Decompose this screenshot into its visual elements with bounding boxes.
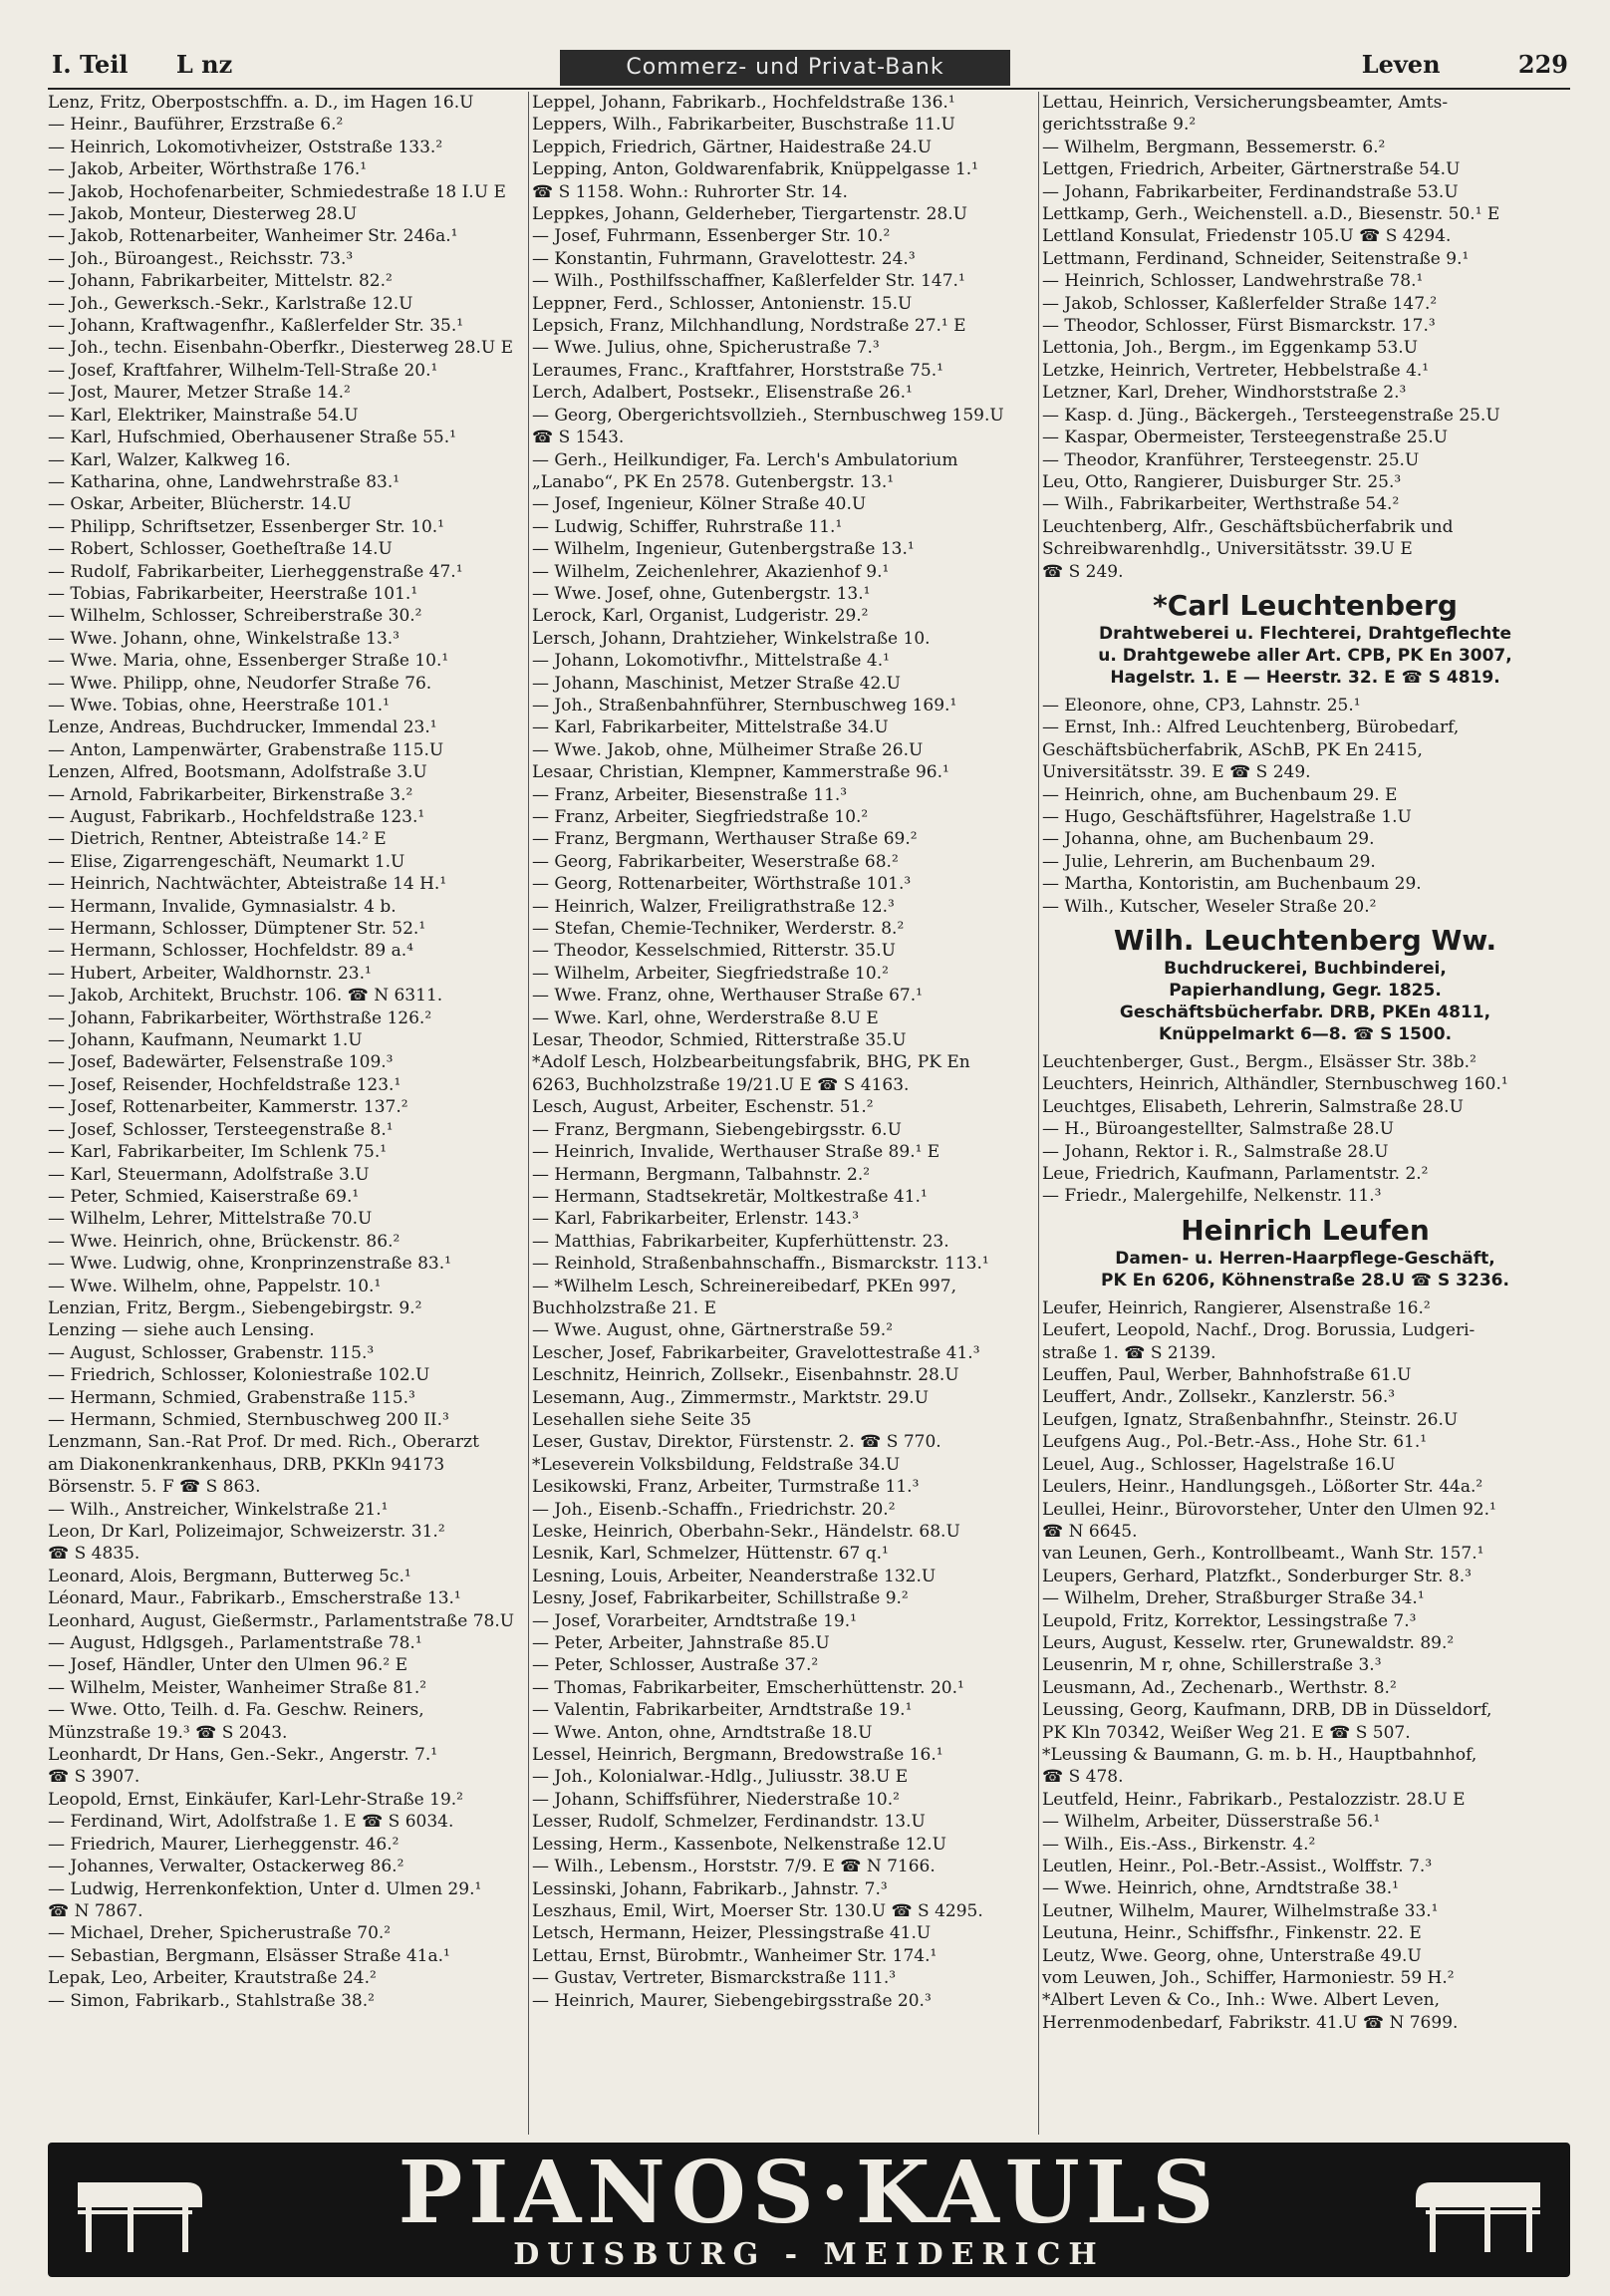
directory-entry: 6263, Buchholzstraße 19/21.U E ☎ S 4163.: [532, 1074, 910, 1095]
directory-entry: Lesikowski, Franz, Arbeiter, Turmstraße 11.³: [532, 1477, 920, 1498]
directory-entry: — Hermann, Bergmann, Talbahnstr. 2.²: [532, 1164, 871, 1185]
directory-entry: Leuel, Aug., Schlosser, Hagelstraße 16.U: [1042, 1454, 1396, 1475]
ad-line: Papierhandlung, Gegr. 1825.: [1169, 981, 1442, 1001]
directory-entry: ☎ S 249.: [1042, 561, 1124, 582]
directory-entry: — Dietrich, Rentner, Abteistraße 14.² E: [48, 829, 387, 850]
directory-entry: — Johann, Kraftwagenfhr., Kaßlerfelder Str. 35.¹: [48, 316, 464, 337]
directory-entry: *Albert Leven & Co., Inh.: Wwe. Albert Leven,: [1042, 1990, 1441, 2011]
directory-entry: — Heinr., Bauführer, Erzstraße 6.²: [48, 115, 344, 136]
directory-entry: Leuchtenberg, Alfr., Geschäftsbücherfabrik und: [1042, 516, 1454, 537]
directory-entry: — Gerh., Heilkundiger, Fa. Lerch's Ambulatorium: [532, 449, 958, 470]
directory-entry: Lettonia, Joh., Bergm., im Eggenkamp 53.U: [1042, 338, 1419, 359]
directory-entry: Leuchtges, Elisabeth, Lehrerin, Salmstraße 28.U: [1042, 1096, 1464, 1117]
ad-line: Drahtweberei u. Flechterei, Drahtgeflechte: [1098, 623, 1512, 644]
directory-entry: — Heinrich, Invalide, Werthauser Straße 89.¹ E: [532, 1142, 940, 1163]
directory-entry: — Heinrich, Lokomotivheizer, Oststraße 133.²: [48, 137, 443, 157]
directory-entry: — Wilh., Fabrikarbeiter, Werthstraße 54.²: [1042, 494, 1400, 515]
directory-entry: straße 1. ☎ S 2139.: [1042, 1342, 1216, 1363]
directory-entry: gerichtsstraße 9.²: [1042, 115, 1197, 136]
directory-entry: Letsch, Hermann, Heizer, Plessingstraße 41.U: [532, 1923, 932, 1944]
ad-carl-leuchtenberg: [1042, 589, 1568, 689]
directory-entry: — Peter, Schmied, Kaiserstraße 69.¹: [48, 1186, 360, 1207]
directory-entry: Leonhard, August, Gießermstr., Parlamentstraße 78.U: [48, 1610, 515, 1631]
directory-entry: — Hermann, Schmied, Grabenstraße 115.³: [48, 1387, 415, 1408]
directory-entry: Lesny, Josef, Fabrikarbeiter, Schillstraße 9.²: [532, 1588, 909, 1609]
directory-entry: Geschäftsbücherfabrik, ASchB, PK En 2415,: [1042, 739, 1423, 760]
directory-entry: — Wilhelm, Schlosser, Schreiberstraße 30.²: [48, 606, 422, 627]
directory-entry: — Ludwig, Schiffer, Ruhrstraße 11.¹: [532, 516, 843, 537]
directory-entry: Leufer, Heinrich, Rangierer, Alsenstraße 16.²: [1042, 1297, 1431, 1318]
directory-entry: — Hugo, Geschäftsführer, Hagelstraße 1.U: [1042, 806, 1412, 827]
directory-entry: — Joh., Kolonialwar.-Hdlg., Juliusstr. 38.U E: [532, 1767, 909, 1788]
directory-entry: Universitätsstr. 39. E ☎ S 249.: [1042, 762, 1311, 783]
directory-entry: Lesnik, Karl, Schmelzer, Hüttenstr. 67 q.¹: [532, 1544, 889, 1565]
footer-city: DUISBURG - MEIDERICH: [513, 2237, 1105, 2272]
directory-entry: — Theodor, Kranführer, Tersteegenstr. 25.U: [1042, 449, 1420, 470]
directory-entry: Letzner, Karl, Dreher, Windhorststraße 2.³: [1042, 383, 1407, 404]
directory-entry: Lenze, Andreas, Buchdrucker, Immendal 23.¹: [48, 718, 437, 738]
directory-entry: — Wilhelm, Arbeiter, Siegfriedstraße 10.²: [532, 963, 889, 984]
directory-entry: — Wwe. Philipp, ohne, Neudorfer Straße 76.: [48, 673, 432, 694]
header-rule: [48, 88, 1570, 90]
directory-entry: — Sebastian, Bergmann, Elsässer Straße 41a.¹: [48, 1945, 450, 1966]
directory-entry: — Heinrich, Nachtwächter, Abteistraße 14 H.¹: [48, 874, 447, 895]
directory-entry: Leutner, Wilhelm, Maurer, Wilhelmstraße 33.¹: [1042, 1900, 1439, 1921]
directory-entry: — Wilh., Kutscher, Weseler Straße 20.²: [1042, 896, 1377, 917]
directory-entry: Lenzing — siehe auch Lensing.: [48, 1320, 315, 1341]
directory-entry: Lessinski, Johann, Fabrikarb., Jahnstr. 7.³: [532, 1878, 888, 1899]
directory-entry: — Reinhold, Straßenbahnschaffn., Bismarckstr. 113.¹: [532, 1254, 989, 1275]
directory-entry: Lerock, Karl, Organist, Ludgeristr. 29.²: [532, 606, 869, 627]
directory-entry: — Joh., Gewerksch.-Sekr., Karlstraße 12.U: [48, 293, 413, 314]
directory-entry: Lenz, Fritz, Oberpostschffn. a. D., im Hagen 16.U: [48, 93, 474, 113]
directory-entry: PK Kln 70342, Weißer Weg 21. E ☎ S 507.: [1042, 1722, 1411, 1743]
ad-heinrich-leufen: [1042, 1214, 1568, 1292]
directory-entry: — Jost, Maurer, Metzer Straße 14.²: [48, 383, 351, 404]
directory-entry: — August, Fabrikarb., Hochfeldstraße 123.¹: [48, 807, 425, 827]
column-3-part-c: [1042, 1051, 1568, 1208]
directory-entry: — Wilhelm, Lehrer, Mittelstraße 70.U: [48, 1209, 373, 1230]
directory-entry: — Johann, Fabrikarbeiter, Ferdinandstraße 53.U: [1042, 181, 1459, 202]
directory-entry: — Wwe. Heinrich, ohne, Brückenstr. 86.²: [48, 1231, 401, 1252]
directory-entry: — Wwe. Ludwig, ohne, Kronprinzenstraße 83.¹: [48, 1254, 451, 1275]
directory-entry: — Anton, Lampenwärter, Grabenstraße 115.U: [48, 739, 444, 760]
ad-line: PK En 6206, Köhnenstraße 28.U ☎ S 3236.: [1101, 1270, 1509, 1291]
directory-entry: — Oskar, Arbeiter, Blücherstr. 14.U: [48, 494, 352, 515]
header-bank-banner: Commerz- und Privat-Bank: [560, 50, 1010, 86]
directory-entry: — Franz, Bergmann, Siebengebirgsstr. 6.U: [532, 1119, 902, 1140]
directory-entry: Lettau, Heinrich, Versicherungsbeamter, Amts-: [1042, 93, 1449, 113]
directory-entry: — Wilhelm, Meister, Wanheimer Straße 81.²: [48, 1677, 427, 1698]
directory-entry: — Ludwig, Herrenkonfektion, Unter d. Ulmen 29.¹: [48, 1878, 482, 1899]
directory-entry: — Stefan, Chemie-Techniker, Werderstr. 8.²: [532, 919, 905, 940]
directory-entry: Leutuna, Heinr., Schiffsfhr., Finkenstr. 22. E: [1042, 1923, 1422, 1944]
directory-entry: — Heinrich, Schlosser, Landwehrstraße 78.¹: [1042, 271, 1424, 292]
directory-entry: *Adolf Lesch, Holzbearbeitungsfabrik, BHG, PK En: [532, 1052, 970, 1073]
directory-entry: — Joh., Straßenbahnführer, Sternbuschweg 169.¹: [532, 695, 957, 716]
directory-entry: „Lanabo“, PK En 2578. Gutenbergstr. 13.¹: [532, 471, 895, 492]
directory-entry: — Joh., Büroangest., Reichsstr. 73.³: [48, 248, 354, 269]
directory-entry: — August, Schlosser, Grabenstr. 115.³: [48, 1342, 375, 1363]
directory-entry: — Theodor, Schlosser, Fürst Bismarckstr. 17.³: [1042, 316, 1436, 337]
directory-entry: — Thomas, Fabrikarbeiter, Emscherhüttenstr. 20.¹: [532, 1677, 964, 1698]
directory-entry: Lescher, Josef, Fabrikarbeiter, Gravelottestraße 41.³: [532, 1342, 980, 1363]
footer-advertisement: [48, 2143, 1570, 2277]
directory-entry: — Friedr., Malergehilfe, Nelkenstr. 11.³: [1042, 1186, 1382, 1207]
directory-entry: Lettgen, Friedrich, Arbeiter, Gärtnerstraße 54.U: [1042, 159, 1461, 180]
column-3-part-a: [1042, 92, 1568, 583]
directory-entry: — Wwe. Josef, ohne, Gutenbergstr. 13.¹: [532, 583, 871, 604]
directory-entry: — Wwe. Wilhelm, ohne, Pappelstr. 10.¹: [48, 1276, 382, 1296]
directory-entry: — Wwe. Otto, Teilh. d. Fa. Geschw. Reiners,: [48, 1700, 424, 1721]
directory-entry: Lesser, Rudolf, Schmelzer, Ferdinandstr. 13.U: [532, 1812, 926, 1833]
directory-entry: — Josef, Vorarbeiter, Arndtstraße 19.¹: [532, 1610, 857, 1631]
directory-entry: Lepsich, Franz, Milchhandlung, Nordstraße 27.¹ E: [532, 316, 966, 337]
directory-entry: Leusmann, Ad., Zechenarb., Werthstr. 8.²: [1042, 1677, 1397, 1698]
directory-entry: — Wwe. Anton, ohne, Arndtstraße 18.U: [532, 1722, 873, 1743]
directory-entry: — Martha, Kontoristin, am Buchenbaum 29.: [1042, 874, 1422, 895]
directory-entry: Schreibwarenhdlg., Universitätsstr. 39.U E: [1042, 539, 1413, 560]
directory-entry: — Michael, Dreher, Spicherustraße 70.²: [48, 1923, 392, 1944]
header-keyword: Leven: [1361, 50, 1441, 79]
directory-entry: — August, Hdlgsgeh., Parlamentstraße 78.¹: [48, 1633, 422, 1654]
directory-entry: — Wwe. Maria, ohne, Essenberger Straße 10.¹: [48, 651, 449, 672]
directory-entry: Leuchters, Heinrich, Althändler, Sternbuschweg 160.¹: [1042, 1074, 1508, 1095]
directory-entry: Lessel, Heinrich, Bergmann, Bredowstraße 16.¹: [532, 1745, 943, 1766]
directory-entry: — Josef, Händler, Unter den Ulmen 96.² E: [48, 1655, 408, 1676]
directory-entry: Leraumes, Franc., Kraftfahrer, Horststraße 75.¹: [532, 360, 943, 381]
directory-entry: — Josef, Fuhrmann, Essenberger Str. 10.²: [532, 226, 891, 247]
directory-entry: *Leussing & Baumann, G. m. b. H., Hauptbahnhof,: [1042, 1744, 1477, 1765]
directory-entry: Leurs, August, Kesselw. rter, Grunewaldstr. 89.²: [1042, 1632, 1455, 1653]
directory-entry: Leuffert, Andr., Zollsekr., Kanzlerstr. 56.³: [1042, 1387, 1396, 1408]
directory-entry: Lesar, Theodor, Schmied, Ritterstraße 35.U: [532, 1030, 907, 1051]
header-page-number: 229: [1517, 50, 1568, 79]
directory-entry: Lenzmann, San.-Rat Prof. Dr med. Rich., Oberarzt: [48, 1432, 479, 1453]
directory-entry: — Karl, Hufschmied, Oberhausener Straße 55.¹: [48, 428, 456, 448]
directory-entry: Leszhaus, Emil, Wirt, Moerser Str. 130.U ☎ S 4295.: [532, 1900, 983, 1921]
directory-entry: — Gustav, Vertreter, Bismarckstraße 111.³: [532, 1968, 897, 1989]
column-divider: [528, 92, 529, 2135]
directory-entry: Leon, Dr Karl, Polizeimajor, Schweizerstr. 31.²: [48, 1522, 445, 1542]
column-1: [48, 92, 524, 2135]
directory-entry: — Hermann, Schmied, Sternbuschweg 200 II.³: [48, 1409, 449, 1430]
directory-entry: — Karl, Elektriker, Mainstraße 54.U: [48, 405, 359, 426]
directory-entry: — Rudolf, Fabrikarbeiter, Lierheggenstraße 47.¹: [48, 561, 463, 582]
directory-entry: Leufgens Aug., Pol.-Betr.-Ass., Hohe Str. 61.¹: [1042, 1432, 1428, 1453]
directory-entry: — Jakob, Rottenarbeiter, Wanheimer Str. 246a.¹: [48, 226, 458, 247]
directory-entry: Leppers, Wilh., Fabrikarbeiter, Buschstraße 11.U: [532, 115, 955, 136]
directory-entry: — Ferdinand, Wirt, Adolfstraße 1. E ☎ S 6034.: [48, 1812, 454, 1833]
directory-entry: — Johann, Fabrikarbeiter, Wörthstraße 126.²: [48, 1007, 432, 1028]
header-left: [52, 50, 272, 79]
directory-entry: — Wilhelm, Zeichenlehrer, Akazienhof 9.¹: [532, 561, 890, 582]
directory-entry: ☎ S 1543.: [532, 428, 625, 448]
directory-entry: Leutz, Wwe. Georg, ohne, Unterstraße 49.U: [1042, 1945, 1422, 1966]
directory-entry: — Johann, Rektor i. R., Salmstraße 28.U: [1042, 1141, 1389, 1162]
directory-entry: — Karl, Steuermann, Adolfstraße 3.U: [48, 1164, 370, 1185]
directory-entry: — Karl, Fabrikarbeiter, Mittelstraße 34.U: [532, 718, 889, 738]
ad-line: Buchdruckerei, Buchbinderei,: [1164, 959, 1447, 979]
directory-entry: *Leseverein Volksbildung, Feldstraße 34.U: [532, 1454, 901, 1475]
directory-entry: — Karl, Fabrikarbeiter, Erlenstr. 143.³: [532, 1209, 860, 1230]
directory-entry: — Hubert, Arbeiter, Waldhornstr. 23.¹: [48, 963, 372, 984]
directory-entry: — Friedrich, Schlosser, Koloniestraße 102.U: [48, 1365, 430, 1386]
header-teil: I. Teil: [52, 50, 129, 79]
ad-title: Wilh. Leuchtenberg Ww.: [1113, 924, 1497, 957]
directory-entry: — Peter, Arbeiter, Jahnstraße 85.U: [532, 1633, 830, 1654]
directory-entry: — Johanna, ohne, am Buchenbaum 29.: [1042, 829, 1375, 850]
directory-entry: Herrenmodenbedarf, Fabrikstr. 41.U ☎ N 7699.: [1042, 2012, 1459, 2033]
directory-entry: — Kaspar, Obermeister, Tersteegenstraße 25.U: [1042, 428, 1449, 448]
directory-entry: — Wilh., Lebensm., Horststr. 7/9. E ☎ N 7166.: [532, 1857, 936, 1877]
directory-entry: — Philipp, Schriftsetzer, Essenberger Str. 10.¹: [48, 516, 444, 537]
column-divider: [1038, 92, 1039, 2135]
directory-entry: Leske, Heinrich, Oberbahn-Sekr., Händelstr. 68.U: [532, 1522, 960, 1542]
directory-entry: — Hermann, Schlosser, Dümptener Str. 52.¹: [48, 919, 426, 940]
directory-entry: — Jakob, Monteur, Diesterweg 28.U: [48, 204, 358, 225]
directory-entry: — Wwe. Julius, ohne, Spicherustraße 7.³: [532, 338, 880, 359]
directory-entry: Lettland Konsulat, Friedenstr 105.U ☎ S 4294.: [1042, 226, 1452, 247]
directory-entry: — Robert, Schlosser, Goetheſtraße 14.U: [48, 539, 393, 560]
directory-entry: — Josef, Rottenarbeiter, Kammerstr. 137.²: [48, 1097, 408, 1118]
directory-entry: — Jakob, Arbeiter, Wörthstraße 176.¹: [48, 159, 368, 180]
directory-entry: — Wwe. Jakob, ohne, Mülheimer Straße 26.U: [532, 739, 924, 760]
grand-piano-icon: [68, 2162, 207, 2257]
directory-entry: Lessing, Herm., Kassenbote, Nelkenstraße 12.U: [532, 1834, 947, 1855]
ad-line: Damen- u. Herren-Haarpflege-Geschäft,: [1115, 1248, 1495, 1269]
directory-entry: — Jakob, Schlosser, Kaßlerfelder Straße 147.²: [1042, 293, 1438, 314]
directory-entry: — Hermann, Invalide, Gymnasialstr. 4 b.: [48, 896, 397, 917]
directory-entry: Leppel, Johann, Fabrikarb., Hochfeldstraße 136.¹: [532, 93, 955, 113]
header-letters: L nz: [175, 50, 233, 79]
directory-entry: Lenzian, Fritz, Bergm., Siebengebirgstr. 9.²: [48, 1297, 422, 1318]
directory-entry: Leschnitz, Heinrich, Zollsekr., Eisenbahnstr. 28.U: [532, 1365, 959, 1386]
directory-entry: — Georg, Obergerichtsvollzieh., Sternbuschweg 159.U: [532, 405, 1004, 426]
header-right: [1292, 50, 1568, 79]
directory-entry: Leullei, Heinr., Bürovorsteher, Unter den Ulmen 92.¹: [1042, 1499, 1496, 1520]
directory-entry: van Leunen, Gerh., Kontrollbeamt., Wanh Str. 157.¹: [1042, 1544, 1484, 1565]
directory-entry: — Johann, Schiffsführer, Niederstraße 10.²: [532, 1789, 900, 1810]
directory-entry: am Diakonenkrankenhaus, DRB, PKKln 94173: [48, 1454, 445, 1475]
directory-entry: — *Wilhelm Lesch, Schreinereibedarf, PKEn 997,: [532, 1276, 956, 1296]
directory-entry: Leutfeld, Heinr., Fabrikarb., Pestalozzistr. 28.U E: [1042, 1789, 1466, 1810]
directory-entry: — Karl, Walzer, Kalkweg 16.: [48, 449, 291, 470]
ad-line: Knüppelmarkt 6—8. ☎ S 1500.: [1158, 1024, 1453, 1044]
directory-entry: — Wwe. Johann, ohne, Winkelstraße 13.³: [48, 628, 400, 649]
directory-entry: — Wilhelm, Arbeiter, Düsserstraße 56.¹: [1042, 1812, 1381, 1833]
directory-entry: Leu, Otto, Rangierer, Duisburger Str. 25.³: [1042, 471, 1402, 492]
grand-piano-icon: [1411, 2162, 1550, 2257]
directory-entry: vom Leuwen, Joh., Schiffer, Harmoniestr. 59 H.²: [1042, 1968, 1455, 1989]
directory-entry: Léonard, Maur., Fabrikarb., Emscherstraße 13.¹: [48, 1588, 461, 1609]
directory-entry: Leuchtenberger, Gust., Bergm., Elsässer Str. 38b.²: [1042, 1052, 1476, 1072]
directory-entry: — Wilhelm, Ingenieur, Gutenbergstraße 13.¹: [532, 539, 915, 560]
directory-entry: — Theodor, Kesselschmied, Ritterstr. 35.U: [532, 941, 896, 962]
directory-entry: — Elise, Zigarrengeschäft, Neumarkt 1.U: [48, 851, 405, 872]
directory-entry: Lepak, Leo, Arbeiter, Krautstraße 24.²: [48, 1968, 377, 1989]
directory-entry: — Kasp. d. Jüng., Bäckergeh., Tersteegenstraße 25.U: [1042, 405, 1500, 426]
directory-entry: Leusenrin, M r, ohne, Schillerstraße 3.³: [1042, 1655, 1382, 1676]
directory-entry: — Heinrich, Maurer, Siebengebirgsstraße 20.³: [532, 1990, 932, 2011]
directory-entry: — Julie, Lehrerin, am Buchenbaum 29.: [1042, 851, 1376, 872]
directory-entry: ☎ S 1158. Wohn.: Ruhrorter Str. 14.: [532, 181, 848, 202]
directory-entry: Leonard, Alois, Bergmann, Butterweg 5c.¹: [48, 1566, 411, 1586]
directory-entry: — Johann, Lokomotivfhr., Mittelstraße 4.¹: [532, 651, 890, 672]
directory-entry: Lettkamp, Gerh., Weichenstell. a.D., Biesenstr. 50.¹ E: [1042, 204, 1500, 225]
directory-entry: — Heinrich, Walzer, Freiligrathstraße 12.³: [532, 896, 895, 917]
directory-entry: — Karl, Fabrikarbeiter, Im Schlenk 75.¹: [48, 1142, 388, 1163]
directory-entry: Leupers, Gerhard, Platzfkt., Sonderburger Str. 8.³: [1042, 1566, 1472, 1586]
directory-entry: Lepping, Anton, Goldwarenfabrik, Knüppelgasse 1.¹: [532, 159, 979, 180]
directory-entry: Lesehallen siehe Seite 35: [532, 1409, 752, 1430]
directory-entry: Lettau, Ernst, Bürobmtr., Wanheimer Str. 174.¹: [532, 1945, 938, 1966]
directory-entry: — Wilh., Posthilfsschaffner, Kaßlerfelder Str. 147.¹: [532, 271, 965, 292]
directory-entry: ☎ S 478.: [1042, 1767, 1124, 1788]
directory-entry: Leppkes, Johann, Gelderheber, Tiergartenstr. 28.U: [532, 204, 967, 225]
directory-entry: — Johannes, Verwalter, Ostackerweg 86.²: [48, 1857, 404, 1877]
directory-entry: — Josef, Kraftfahrer, Wilhelm-Tell-Straße 20.¹: [48, 360, 438, 381]
directory-entry: — Wilh., Eis.-Ass., Birkenstr. 4.²: [1042, 1834, 1316, 1855]
directory-entry: — Arnold, Fabrikarbeiter, Birkenstraße 3.²: [48, 784, 413, 805]
directory-entry: Lesning, Louis, Arbeiter, Neanderstraße 132.U: [532, 1566, 937, 1586]
column-2: [532, 92, 1036, 2135]
directory-entry: Leutlen, Heinr., Pol.-Betr.-Assist., Wolffstr. 7.³: [1042, 1857, 1433, 1876]
directory-entry: Leupold, Fritz, Korrektor, Lessingstraße 7.³: [1042, 1610, 1417, 1631]
directory-entry: — Wwe. August, ohne, Gärtnerstraße 59.²: [532, 1320, 894, 1341]
directory-entry: — Johann, Maschinist, Metzer Straße 42.U: [532, 673, 901, 694]
directory-entry: Leue, Friedrich, Kaufmann, Parlamentstr. 2.²: [1042, 1164, 1429, 1185]
directory-entry: — Josef, Schlosser, Tersteegenstraße 8.¹: [48, 1119, 394, 1140]
directory-entry: — Katharina, ohne, Landwehrstraße 83.¹: [48, 471, 401, 492]
directory-entry: — Franz, Bergmann, Werthauser Straße 69.²: [532, 829, 918, 850]
directory-entry: Leppner, Ferd., Schlosser, Antonienstr. 15.U: [532, 293, 913, 314]
ad-wilh-leuchtenberg: [1042, 924, 1568, 1045]
ad-title: *Carl Leuchtenberg: [1153, 588, 1458, 622]
directory-entry: ☎ S 3907.: [48, 1767, 140, 1788]
directory-entry: Leulers, Heinr., Handlungsgeh., Lößorter Str. 44a.²: [1042, 1477, 1483, 1498]
directory-entry: — Wwe. Franz, ohne, Werthauser Straße 67.¹: [532, 986, 923, 1006]
directory-entry: — Friedrich, Maurer, Lierheggenstr. 46.²: [48, 1834, 400, 1855]
directory-entry: — Konstantin, Fuhrmann, Gravelottestr. 24.³: [532, 248, 916, 269]
directory-entry: ☎ N 7867.: [48, 1900, 143, 1921]
directory-entry: — Peter, Schlosser, Austraße 37.²: [532, 1655, 819, 1676]
directory-entry: — Franz, Arbeiter, Siegfriedstraße 10.²: [532, 807, 869, 827]
directory-entry: Leuffen, Paul, Werber, Bahnhofstraße 61.U: [1042, 1365, 1412, 1386]
directory-entry: — Heinrich, ohne, am Buchenbaum 29. E: [1042, 784, 1398, 805]
directory-entry: — Hermann, Schlosser, Hochfeldstr. 89 a.⁴: [48, 941, 413, 962]
directory-entry: — Eleonore, ohne, CP3, Lahnstr. 25.¹: [1042, 695, 1361, 716]
column-3-part-b: [1042, 695, 1568, 918]
ad-title: Heinrich Leufen: [1181, 1213, 1430, 1247]
column-3-part-d: [1042, 1297, 1568, 2034]
directory-entry: — Tobias, Fabrikarbeiter, Heerstraße 101.¹: [48, 583, 418, 604]
directory-entry: ☎ S 4835.: [48, 1544, 140, 1565]
directory-entry: Börsenstr. 5. F ☎ S 863.: [48, 1477, 261, 1498]
directory-entry: — H., Büroangestellter, Salmstraße 28.U: [1042, 1119, 1395, 1140]
directory-entry: Lerch, Adalbert, Postsekr., Elisenstraße 26.¹: [532, 383, 913, 404]
directory-entry: Lersch, Johann, Drahtzieher, Winkelstraße 10.: [532, 628, 931, 649]
directory-entry: — Josef, Badewärter, Felsenstraße 109.³: [48, 1052, 394, 1073]
directory-entry: Lettmann, Ferdinand, Schneider, Seitenstraße 9.¹: [1042, 248, 1470, 269]
directory-entry: Letzke, Heinrich, Vertreter, Hebbelstraße 4.¹: [1042, 360, 1430, 381]
directory-entry: — Wwe. Karl, ohne, Werderstraße 8.U E: [532, 1007, 879, 1028]
directory-entry: — Josef, Reisender, Hochfeldstraße 123.¹: [48, 1074, 402, 1095]
directory-entry: — Joh., Eisenb.-Schaffn., Friedrichstr. 20.²: [532, 1499, 896, 1520]
directory-entry: — Wilhelm, Dreher, Straßburger Straße 34.¹: [1042, 1588, 1425, 1609]
directory-entry: — Wilhelm, Bergmann, Bessemerstr. 6.²: [1042, 137, 1386, 157]
directory-entry: — Josef, Ingenieur, Kölner Straße 40.U: [532, 494, 867, 515]
ad-line: Hagelstr. 1. E — Heerstr. 32. E ☎ S 4819.: [1110, 667, 1500, 688]
directory-entry: — Matthias, Fabrikarbeiter, Kupferhüttenstr. 23.: [532, 1231, 949, 1252]
directory-entry: Leopold, Ernst, Einkäufer, Karl-Lehr-Straße 19.²: [48, 1789, 463, 1810]
directory-entry: — Georg, Rottenarbeiter, Wörthstraße 101.³: [532, 874, 912, 895]
directory-entry: — Wilh., Anstreicher, Winkelstraße 21.¹: [48, 1499, 389, 1520]
directory-entry: — Johann, Kaufmann, Neumarkt 1.U: [48, 1030, 363, 1051]
page-header: [0, 0, 1610, 90]
directory-entry: Leonhardt, Dr Hans, Gen.-Sekr., Angerstr. 7.¹: [48, 1745, 438, 1766]
directory-entry: Leppich, Friedrich, Gärtner, Haidestraße 24.U: [532, 137, 933, 157]
directory-entry: Buchholzstraße 21. E: [532, 1297, 716, 1318]
column-3: [1042, 92, 1568, 2135]
ad-line: Geschäftsbücherfabr. DRB, PKEn 4811,: [1119, 1003, 1491, 1022]
directory-entry: ☎ N 6645.: [1042, 1521, 1138, 1542]
directory-entry: — Franz, Arbeiter, Biesenstraße 11.³: [532, 784, 848, 805]
directory-entry: — Ernst, Inh.: Alfred Leuchtenberg, Bürobedarf,: [1042, 718, 1460, 738]
directory-entry: — Jakob, Hochofenarbeiter, Schmiedestraße 18 I.U E: [48, 181, 506, 202]
directory-entry: Lenzen, Alfred, Bootsmann, Adolfstraße 3.U: [48, 762, 427, 783]
directory-entry: — Simon, Fabrikarb., Stahlstraße 38.²: [48, 1990, 375, 2011]
directory-entry: — Wwe. Tobias, ohne, Heerstraße 101.¹: [48, 695, 390, 716]
directory-entry: — Joh., techn. Eisenbahn-Oberfkr., Diesterweg 28.U E: [48, 338, 513, 359]
directory-entry: Münzstraße 19.³ ☎ S 2043.: [48, 1722, 288, 1743]
directory-entry: — Jakob, Architekt, Bruchstr. 106. ☎ N 6311.: [48, 986, 443, 1006]
directory-entry: Leufgen, Ignatz, Straßenbahnfhr., Steinstr. 26.U: [1042, 1409, 1459, 1430]
directory-entry: — Johann, Fabrikarbeiter, Mittelstr. 82.²: [48, 271, 393, 292]
directory-entry: Leussing, Georg, Kaufmann, DRB, DB in Düsseldorf,: [1042, 1700, 1492, 1721]
footer-brand: PIANOS·KAULS: [398, 2143, 1220, 2243]
directory-entry: — Georg, Fabrikarbeiter, Weserstraße 68.²: [532, 851, 899, 872]
directory-entry: Lesaar, Christian, Klempner, Kammerstraße 96.¹: [532, 762, 949, 783]
ad-line: u. Drahtgewebe aller Art. CPB, PK En 3007,: [1098, 645, 1512, 666]
directory-entry: Lesemann, Aug., Zimmermstr., Marktstr. 29.U: [532, 1387, 930, 1408]
directory-entry: — Valentin, Fabrikarbeiter, Arndtstraße 19.¹: [532, 1700, 913, 1721]
directory-entry: Leufert, Leopold, Nachf., Drog. Borussia, Ludgeri-: [1042, 1320, 1476, 1341]
directory-entry: Leser, Gustav, Direktor, Fürstenstr. 2. ☎ S 770.: [532, 1432, 941, 1453]
directory-entry: — Hermann, Stadtsekretär, Moltkestraße 41.¹: [532, 1186, 928, 1207]
directory-entry: Lesch, August, Arbeiter, Eschenstr. 51.²: [532, 1097, 874, 1118]
directory-entry: — Wwe. Heinrich, ohne, Arndtstraße 38.¹: [1042, 1878, 1399, 1899]
